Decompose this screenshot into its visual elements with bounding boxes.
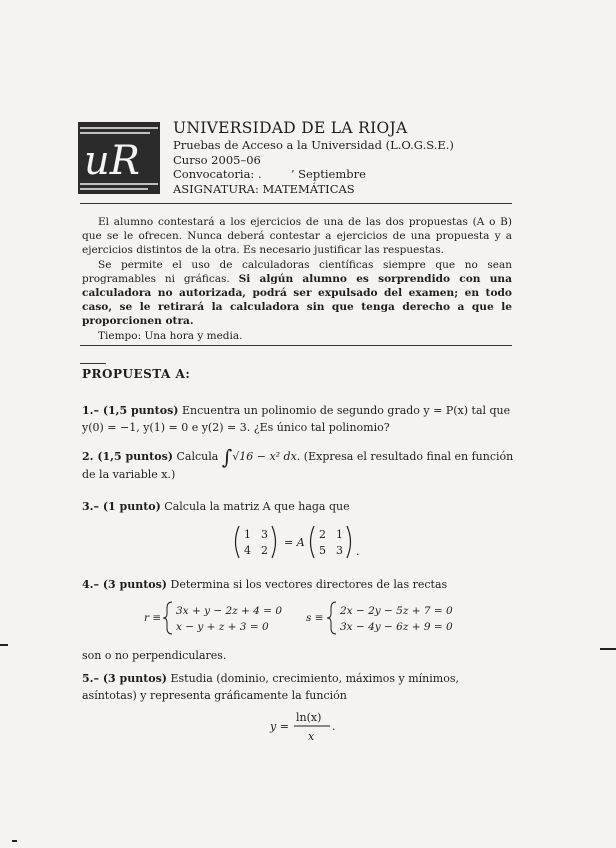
calculator-rule: Se permite el uso de calculadoras científicas siempre que no sean programables ni gráficas.	[82, 258, 512, 285]
s-eq-1: 2x − 2y − 5z + 7 = 0	[340, 605, 453, 617]
scan-mark-right	[600, 648, 616, 650]
m2-d: 3	[336, 544, 343, 557]
question-4-text: Determina si los vectores directores de las rectas	[167, 578, 448, 591]
function-fraction	[268, 708, 348, 744]
m1-a: 1	[244, 528, 251, 541]
university-logo	[78, 122, 160, 194]
r-eq-2: x − y + z + 3 = 0	[176, 621, 269, 633]
m1-c: 4	[244, 544, 251, 557]
propuesta-title: PROPUESTA A:	[82, 367, 191, 381]
question-3	[82, 498, 514, 515]
integral-expression: √16 − x² dx.	[232, 450, 301, 463]
question-3-number: 3.– (1 punto)	[82, 500, 161, 513]
matrix-equation	[230, 522, 370, 562]
fraction-numerator: ln(x)	[296, 711, 322, 724]
question-2-number: 2. (1,5 puntos)	[82, 450, 173, 463]
university-name: UNIVERSIDAD DE LA RIOJA	[173, 119, 408, 137]
scan-mark-left	[0, 644, 8, 646]
fraction-denominator: x	[308, 730, 315, 743]
calculator-warning: Si algún alumno es sorprendido con una calculadora no autorizada, podrá ser expulsado del examen; en todo caso, se le retirará la calculadora sin que tenga derecho a que le proporcionen otra.	[82, 272, 512, 328]
instructions	[82, 215, 512, 343]
eq-A: = A	[284, 536, 305, 549]
svg-text:.: .	[332, 720, 336, 733]
question-2-pre: Calcula	[173, 450, 222, 463]
bottom-divider	[80, 345, 512, 346]
asignatura-line: ASIGNATURA: MATEMÁTICAS	[173, 181, 355, 196]
question-4-conclusion: son o no perpendiculares.	[82, 649, 227, 662]
small-divider	[80, 363, 106, 364]
instructions-p2	[82, 258, 512, 329]
question-2	[82, 445, 514, 483]
question-1-text: Encuentra un polinomio de segundo grado y = P(x) tal que y(0) = −1, y(1) = 0 e y(2) = 3. ¿Es único tal polinomio?	[82, 404, 511, 434]
header-block	[173, 119, 533, 196]
line-systems	[140, 600, 470, 636]
m2-b: 1	[336, 528, 343, 541]
question-2-post: (Expresa el resultado final en función de la variable x.)	[82, 450, 514, 481]
instructions-p1: El alumno contestará a los ejercicios de una de las dos propuestas (A o B) que se le ofrecen. Nunca deberá contestar a ejercicios de una propuesta y a ejercicios distintos de la otra. Es necesario justificar las respuestas.	[82, 216, 512, 257]
question-4	[82, 576, 514, 593]
top-divider	[80, 203, 512, 204]
s-eq-2: 3x − 4y − 6z + 9 = 0	[340, 621, 453, 633]
y-equals: y =	[270, 720, 289, 733]
m1-b: 3	[261, 528, 268, 541]
m2-a: 2	[319, 528, 326, 541]
svg-text:.: .	[356, 545, 360, 558]
question-4-number: 4.– (3 puntos)	[82, 578, 168, 591]
r-eq-1: 3x + y − 2z + 4 = 0	[176, 605, 282, 617]
m2-c: 5	[319, 544, 326, 557]
question-1-number: 1.– (1,5 puntos)	[82, 404, 179, 417]
scan-mark-bottom	[12, 840, 17, 842]
question-5-number: 5.– (3 puntos)	[82, 672, 168, 685]
r-label: r ≡	[144, 612, 162, 624]
curso-line: Curso 2005–06	[173, 152, 261, 167]
pruebas-line: Pruebas de Acceso a la Universidad (L.O.G.S.E.)	[173, 138, 454, 152]
integral-sign: ∫	[221, 445, 233, 469]
s-label: s ≡	[306, 612, 324, 624]
question-5	[82, 670, 514, 704]
time-line: Tiempo: Una hora y media.	[98, 329, 243, 342]
question-3-text: Calcula la matriz A que haga que	[160, 500, 350, 513]
convocatoria-line: Convocatoria: . ’ Septiembre	[173, 167, 366, 181]
m1-d: 2	[261, 544, 268, 557]
logo-letters: uR	[84, 138, 140, 184]
question-1	[82, 402, 514, 436]
question-5-text: Estudia (dominio, crecimiento, máximos y mínimos, asíntotas) y representa gráficamente la función	[82, 672, 459, 702]
